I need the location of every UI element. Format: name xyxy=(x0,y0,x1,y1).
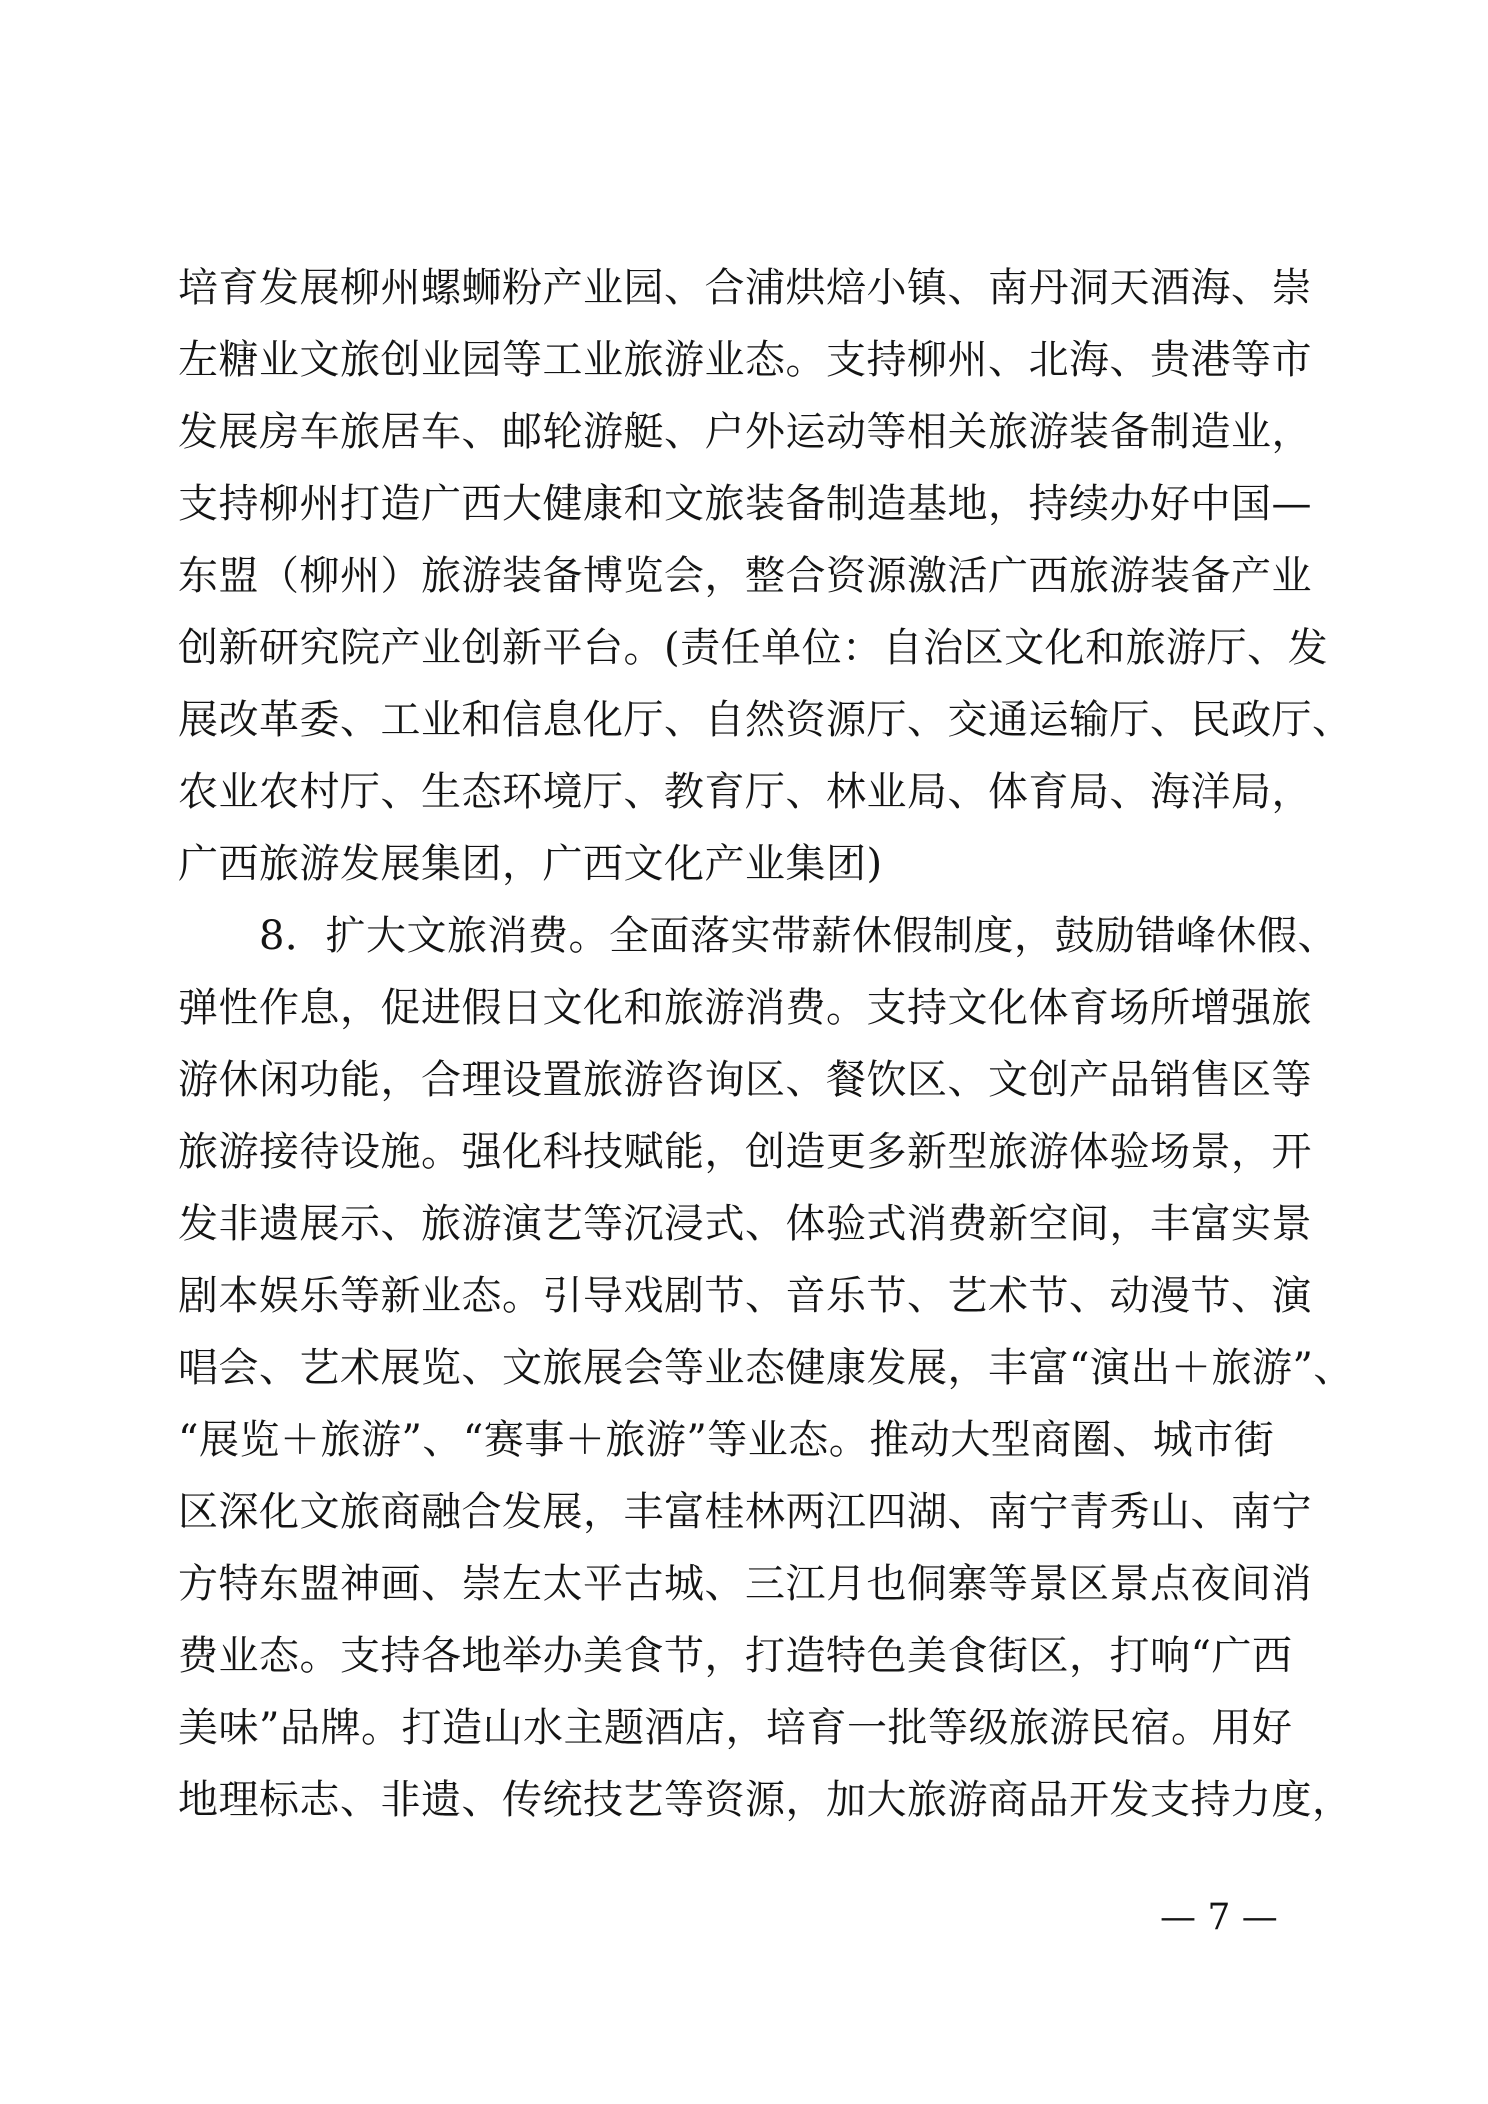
text-line: 8．扩大文旅消费。全面落实带薪休假制度，鼓励错峰休假、 xyxy=(178,913,1338,959)
text-line: 创新研究院产业创新平台。(责任单位：自治区文化和旅游厅、发 xyxy=(178,625,1329,671)
text-line: 发展房车旅居车、邮轮游艇、户外运动等相关旅游装备制造业， xyxy=(178,409,1312,455)
text-line: 支持柳州打造广西大健康和文旅装备制造基地，持续办好中国— xyxy=(178,481,1312,527)
text-line: 左糖业文旅创业园等工业旅游业态。支持柳州、北海、贵港等市 xyxy=(178,337,1312,383)
text-line: 东盟（柳州）旅游装备博览会，整合资源激活广西旅游装备产业 xyxy=(178,553,1312,599)
text-line: 游休闲功能，合理设置旅游咨询区、餐饮区、文创产品销售区等 xyxy=(178,1057,1312,1103)
text-line: 培育发展柳州螺蛳粉产业园、合浦烘焙小镇、南丹洞天酒海、崇 xyxy=(178,265,1312,311)
text-line: 农业农村厅、生态环境厅、教育厅、林业局、体育局、海洋局， xyxy=(178,769,1312,815)
text-line: 地理标志、非遗、传统技艺等资源，加大旅游商品开发支持力度， xyxy=(178,1777,1353,1823)
text-line: 美味”品牌。打造山水主题酒店，培育一批等级旅游民宿。用好 xyxy=(178,1705,1293,1751)
text-line: 展改革委、工业和信息化厅、自然资源厅、交通运输厅、民政厅、 xyxy=(178,697,1353,743)
body-text xyxy=(178,252,1354,1836)
text-line: “展览＋旅游”、“赛事＋旅游”等业态。推动大型商圈、城市街 xyxy=(178,1417,1275,1463)
text-line: 唱会、艺术展览、文旅展会等业态健康发展，丰富“演出＋旅游”、 xyxy=(178,1345,1354,1391)
text-line: 区深化文旅商融合发展，丰富桂林两江四湖、南宁青秀山、南宁 xyxy=(178,1489,1312,1535)
page-number: — 7 — xyxy=(1160,1897,1278,1938)
text-line: 方特东盟神画、崇左太平古城、三江月也侗寨等景区景点夜间消 xyxy=(178,1561,1312,1607)
text-line: 弹性作息，促进假日文化和旅游消费。支持文化体育场所增强旅 xyxy=(178,985,1312,1031)
text-line: 发非遗展示、旅游演艺等沉浸式、体验式消费新空间，丰富实景 xyxy=(178,1201,1312,1247)
text-line: 剧本娱乐等新业态。引导戏剧节、音乐节、艺术节、动漫节、演 xyxy=(178,1273,1312,1319)
text-line: 旅游接待设施。强化科技赋能，创造更多新型旅游体验场景，开 xyxy=(178,1129,1312,1175)
text-line: 广西旅游发展集团，广西文化产业集团) xyxy=(178,841,883,887)
text-line: 费业态。支持各地举办美食节，打造特色美食街区，打响“广西 xyxy=(178,1633,1293,1679)
